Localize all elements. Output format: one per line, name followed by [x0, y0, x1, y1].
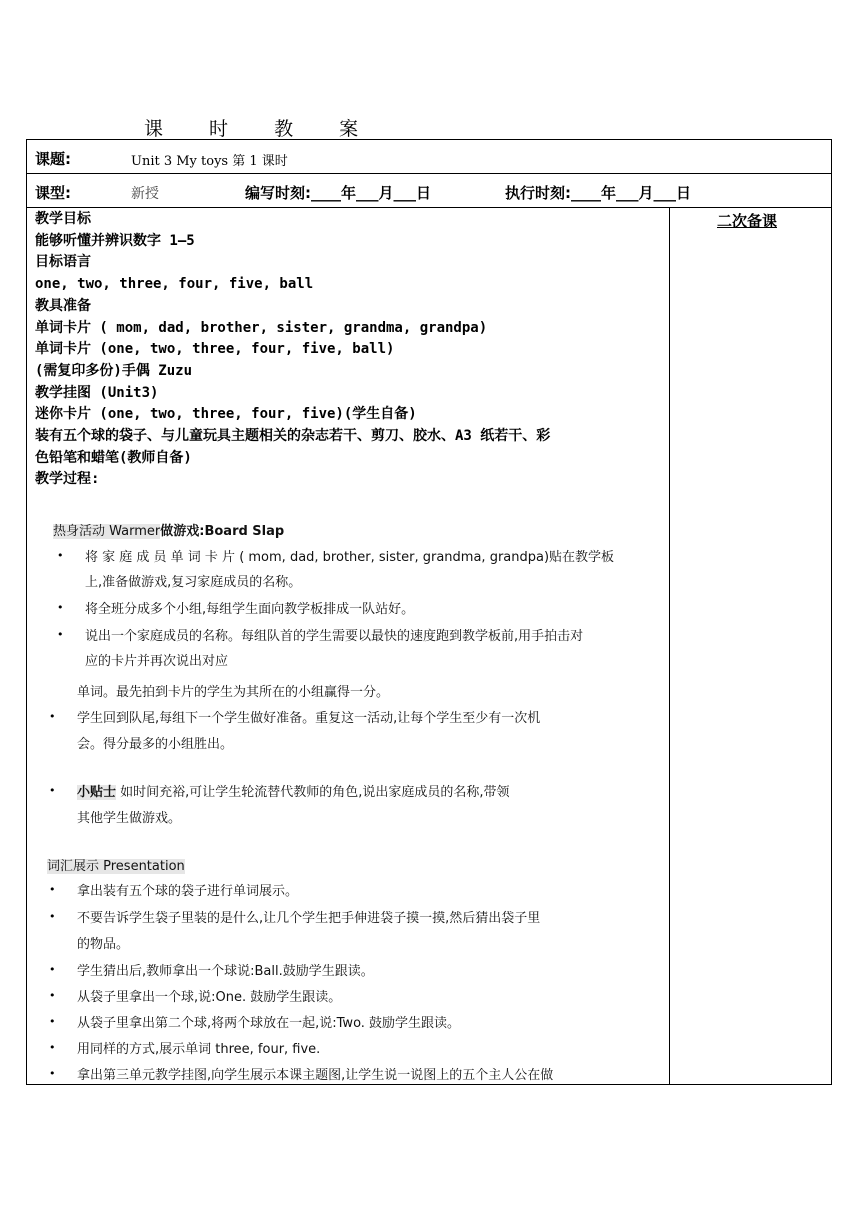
bullet-icon: • [49, 1041, 56, 1054]
column-divider [669, 208, 670, 1085]
tip-label: 小贴士 [77, 785, 117, 800]
objective-line: one, two, three, four, five, ball [35, 276, 314, 293]
warmer-heading [53, 520, 284, 539]
presentation-item-5: 从袋子里拿出第二个球,将两个球放在一起,说:Two. 鼓励学生跟读。 [77, 1016, 461, 1031]
topic-label: 课题: [35, 150, 71, 168]
bullet-icon: • [49, 1067, 56, 1080]
warmer-heading-a: 热身活动 Warmer [53, 524, 161, 539]
bullet-icon: • [49, 963, 56, 976]
presentation-item-3: 学生猜出后,教师拿出一个球说:Ball.鼓励学生跟读。 [77, 964, 374, 979]
warmer-item-4-line-2: 会。得分最多的小组胜出。 [77, 737, 234, 752]
objective-line: 单词卡片 (one, two, three, four, five, ball) [35, 341, 395, 358]
objective-line: 教具准备 [35, 297, 91, 314]
topic-value: Unit 3 My toys 第 1 课时 [131, 154, 288, 169]
topic-row [27, 140, 831, 174]
objectives-block [35, 209, 550, 491]
bullet-icon: • [49, 1015, 56, 1028]
presentation-item-2-line-1: 不要告诉学生袋子里装的是什么,让几个学生把手伸进袋子摸一摸,然后猜出袋子里 [77, 911, 541, 926]
warmer-item-1-line-1: 将 家 庭 成 员 单 词 卡 片 ( mom, dad, brother, sister, grandma, grandpa)贴在教学板 [85, 550, 615, 565]
warmer-item-3-continued: 单词。最先拍到卡片的学生为其所在的小组赢得一分。 [77, 685, 390, 700]
warmer-item-3-line-2: 应的卡片并再次说出对应 [85, 654, 229, 669]
bullet-icon: • [49, 883, 56, 896]
write-time-label: 编写时刻:____年___月___日 [245, 184, 431, 202]
bullet-icon: • [57, 549, 64, 562]
tip-line-1 [77, 781, 510, 800]
objective-line: 教学目标 [35, 211, 91, 227]
lesson-plan-table [26, 139, 832, 1085]
presentation-item-7: 拿出第三单元教学挂图,向学生展示本课主题图,让学生说一说图上的五个主人公在做 [77, 1068, 554, 1083]
presentation-item-1: 拿出装有五个球的袋子进行单词展示。 [77, 884, 299, 899]
type-value: 新授 [131, 186, 159, 202]
objective-line: 迷你卡片 (one, two, three, four, five)(学生自备) [35, 406, 417, 423]
page-title: 课 时 教 案 [144, 118, 379, 140]
presentation-heading-text: 词汇展示 Presentation [47, 859, 185, 874]
presentation-heading [47, 855, 185, 874]
objective-line: 教学挂图 (Unit3) [35, 384, 159, 401]
objective-line: 能够听懂并辨识数字 1—5 [35, 232, 195, 249]
objective-line: 教学过程: [35, 471, 100, 488]
warmer-heading-b: 做游戏: [160, 524, 205, 539]
objective-line: 目标语言 [35, 254, 91, 271]
warmer-heading-c: Board Slap [204, 524, 285, 539]
objective-line: 单词卡片 ( mom, dad, brother, sister, grandma, grandpa) [35, 319, 488, 336]
presentation-item-6: 用同样的方式,展示单词 three, four, five. [77, 1042, 321, 1057]
exec-time-label: 执行时刻:____年___月___日 [505, 184, 691, 202]
bullet-icon: • [49, 784, 56, 797]
type-label: 课型: [35, 184, 71, 202]
bullet-icon: • [49, 910, 56, 923]
warmer-item-4-line-1: 学生回到队尾,每组下一个学生做好准备。重复这一活动,让每个学生至少有一次机 [77, 711, 541, 726]
type-row [27, 174, 831, 208]
presentation-item-4: 从袋子里拿出一个球,说:One. 鼓励学生跟读。 [77, 990, 342, 1005]
objective-line: 装有五个球的袋子、与儿童玩具主题相关的杂志若干、剪刀、胶水、A3 纸若干、彩 [35, 428, 551, 445]
bullet-icon: • [49, 989, 56, 1002]
warmer-item-3-line-1: 说出一个家庭成员的名称。每组队首的学生需要以最快的速度跑到教学板前,用手拍击对 [85, 629, 584, 644]
tip-line-2: 其他学生做游戏。 [77, 811, 182, 826]
bullet-icon: • [57, 628, 64, 641]
warmer-item-1-line-2: 上,准备做游戏,复习家庭成员的名称。 [85, 575, 302, 590]
presentation-item-2-line-2: 的物品。 [77, 937, 130, 952]
bullet-icon: • [49, 710, 56, 723]
warmer-item-2: 将全班分成多个小组,每组学生面向教学板排成一队站好。 [85, 602, 415, 617]
objective-line: (需复印多份)手偶 Zuzu [35, 362, 193, 379]
bullet-icon: • [57, 601, 64, 614]
tip-text: 如时间充裕,可让学生轮流替代教师的角色,说出家庭成员的名称,带领 [116, 785, 510, 800]
secondary-prep-title: 二次备课 [717, 212, 778, 230]
objective-line: 色铅笔和蜡笔(教师自备) [35, 449, 192, 466]
